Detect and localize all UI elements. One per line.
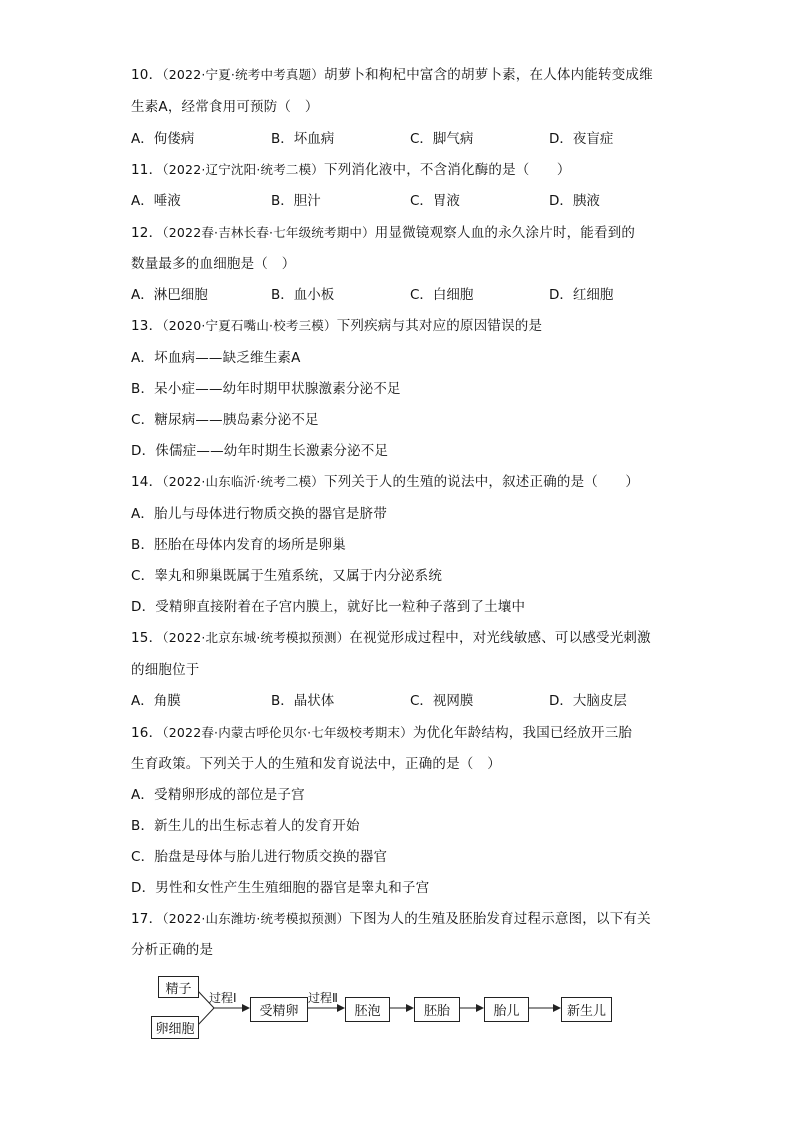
- question-stem: 用显微镜观察人血的永久涂片时，能看到的: [374, 225, 636, 241]
- embryo-box: 胚胎: [414, 997, 460, 1022]
- question-number: 10．: [131, 67, 163, 83]
- process2-label: 过程Ⅱ: [308, 991, 338, 1005]
- egg-connector: [197, 1008, 214, 1026]
- question-stem: 下图为人的生殖及胚胎发育过程示意图，以下有关: [349, 911, 651, 927]
- question-16-line-2: 生育政策。下列关于人的生殖和发育说法中，正确的是（ ）: [131, 756, 501, 772]
- option-c: C．睾丸和卵巢既属于生殖系统，又属于内分泌系统: [131, 568, 443, 584]
- question-source: （2022·辽宁沈阳·统考二模）: [162, 162, 324, 177]
- option-d: D．红细胞: [549, 287, 614, 303]
- question-number: 12．: [131, 225, 163, 241]
- question-number: 13．: [131, 318, 163, 334]
- option-d: D．侏儒症——幼年时期生长激素分泌不足: [131, 443, 389, 459]
- zygote-box: 受精卵: [250, 997, 308, 1022]
- question-stem: 为优化年龄结构，我国已经放开三胎: [412, 725, 633, 741]
- option-c: C．糖尿病——胰岛素分泌不足: [131, 412, 319, 428]
- question-stem: 胡萝卜和枸杞中富含的胡萝卜素，在人体内能转变成维: [324, 67, 653, 83]
- option-b: B．胚胎在母体内发育的场所是卵巢: [131, 537, 346, 553]
- option-b: B．血小板: [271, 287, 335, 303]
- option-a: A．唾液: [131, 193, 181, 209]
- option-b: B．胆汁: [271, 193, 321, 209]
- option-a: A．角膜: [131, 693, 181, 709]
- option-d: D．男性和女性产生生殖细胞的器官是睾丸和子宫: [131, 880, 430, 896]
- question-number: 16．: [131, 725, 163, 741]
- option-b: B．呆小症——幼年时期甲状腺激素分泌不足: [131, 381, 401, 397]
- sperm-box: 精子: [158, 976, 199, 998]
- option-a: A．佝偻病: [131, 131, 195, 147]
- option-d: D．胰液: [549, 193, 600, 209]
- question-17-line-2: 分析正确的是: [131, 942, 214, 958]
- question-source: （2022·北京东城·统考模拟预测）: [162, 630, 350, 645]
- option-a: A．淋巴细胞: [131, 287, 208, 303]
- process1-label: 过程Ⅰ: [209, 991, 237, 1005]
- question-source: （2020·宁夏石嘴山·校考三模）: [162, 318, 337, 333]
- question-source: （2022·山东潍坊·统考模拟预测）: [162, 911, 350, 926]
- question-10-line-2: 生素A，经常食用可预防（ ）: [131, 99, 319, 115]
- option-c: C．脚气病: [410, 131, 474, 147]
- question-stem: 在视觉形成过程中，对光线敏感、可以感受光刺激: [349, 630, 651, 646]
- option-b: B．晶状体: [271, 693, 335, 709]
- fetus-box: 胎儿: [484, 997, 529, 1022]
- egg-box: 卵细胞: [151, 1016, 199, 1039]
- question-number: 14．: [131, 474, 163, 490]
- option-c: C．胃液: [410, 193, 460, 209]
- question-number: 11．: [131, 162, 163, 178]
- question-source: （2022春·内蒙古呼伦贝尔·七年级校考期末）: [162, 725, 413, 740]
- option-c: C．视网膜: [410, 693, 474, 709]
- option-b: B．坏血病: [271, 131, 335, 147]
- option-a: A．胎儿与母体进行物质交换的器官是脐带: [131, 506, 388, 522]
- option-d: D．受精卵直接附着在子宫内膜上，就好比一粒种子落到了土壤中: [131, 599, 526, 615]
- question-source: （2022春·吉林长春·七年级统考期中）: [162, 225, 375, 240]
- question-stem: 下列关于人的生殖的说法中，叙述正确的是（ ）: [324, 474, 640, 490]
- question-number: 17．: [131, 911, 163, 927]
- option-c: C．胎盘是母体与胎儿进行物质交换的器官: [131, 849, 388, 865]
- newborn-box: 新生儿: [561, 997, 612, 1022]
- option-d: D．夜盲症: [549, 131, 614, 147]
- blastocyst-box: 胚泡: [345, 997, 390, 1022]
- option-c: C．白细胞: [410, 287, 474, 303]
- question-15-line-2: 的细胞位于: [131, 662, 200, 678]
- option-b: B．新生儿的出生标志着人的发育开始: [131, 818, 360, 834]
- option-a: A．受精卵形成的部位是子宫: [131, 787, 305, 803]
- question-source: （2022·山东临沂·统考二模）: [162, 474, 324, 489]
- question-number: 15．: [131, 630, 163, 646]
- question-source: （2022·宁夏·统考中考真题）: [162, 67, 324, 82]
- question-12-line-2: 数量最多的血细胞是（ ）: [131, 256, 296, 272]
- question-stem: 下列消化液中，不含消化酶的是（ ）: [324, 162, 571, 178]
- option-d: D．大脑皮层: [549, 693, 627, 709]
- option-a: A．坏血病——缺乏维生素A: [131, 350, 301, 366]
- question-stem: 下列疾病与其对应的原因错误的是: [336, 318, 543, 334]
